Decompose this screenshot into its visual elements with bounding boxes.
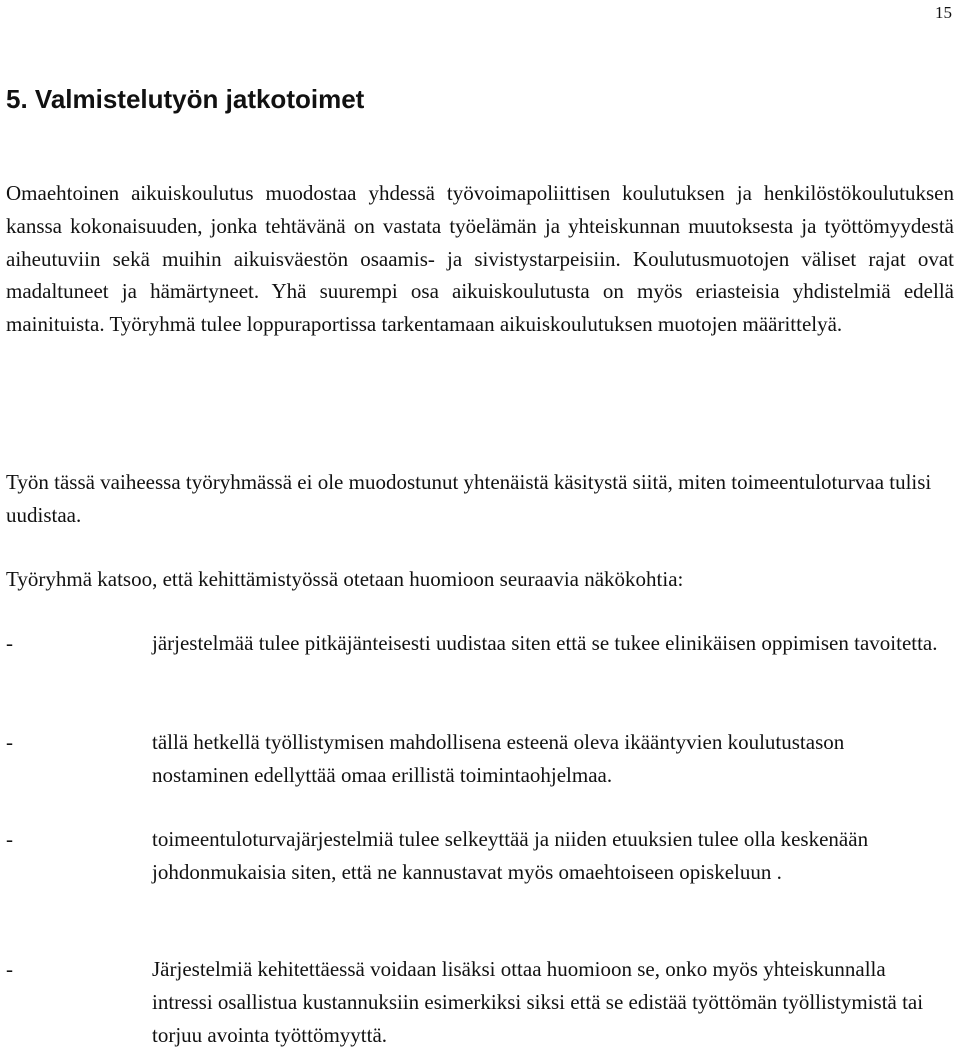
section-heading: 5. Valmistelutyön jatkotoimet	[6, 84, 365, 114]
list-item-text: järjestelmää tulee pitkäjänteisesti uudistaa siten että se tukee elinikäisen oppimisen tavoitetta.	[152, 631, 938, 655]
list-item	[6, 726, 954, 792]
page-number: 15	[935, 3, 952, 22]
list-item	[6, 627, 954, 660]
list-item	[6, 953, 954, 1051]
paragraph-considerations: Työryhmä katsoo, että kehittämistyössä otetaan huomioon seuraavia näkökohtia:	[6, 567, 684, 591]
bullet-marker: -	[6, 957, 13, 981]
list-item-text: toimeentuloturvajärjestelmiä tulee selkeyttää ja niiden etuuksien tulee olla keskenään johdonmukaisia siten, että ne kannustavat myös omaehtoiseen opiskeluun .	[152, 827, 869, 884]
bullet-marker: -	[6, 730, 13, 754]
paragraph-status: Työn tässä vaiheessa työryhmässä ei ole muodostunut yhtenäistä käsitystä siitä, miten toimeentuloturvaa tulisi uudistaa.	[6, 470, 932, 527]
list-item-text: tällä hetkellä työllistymisen mahdollisena esteenä oleva ikääntyvien koulutustason nostaminen edellyttää omaa erillistä toimintaohjelmaa.	[152, 730, 845, 787]
list-item	[6, 823, 954, 889]
bullet-marker: -	[6, 827, 13, 851]
list-item-text: Järjestelmiä kehitettäessä voidaan lisäksi ottaa huomioon se, onko myös yhteiskunnalla intressi osallistua kustannuksiin esimerkiksi siksi että se edistää työttömän työllistymistä tai torjuu avointa työttömyyttä.	[152, 957, 924, 1047]
paragraph-intro: Omaehtoinen aikuiskoulutus muodostaa yhdessä työvoimapoliittisen koulutuksen ja henkilöstökoulutuksen kanssa kokonaisuuden, jonka tehtävänä on vastata työelämän ja yhteiskunnan muutoksesta ja työttömyydestä aiheutuviin sekä muihin aikuisväestön osaamis- ja sivistystarpeisiin. Koulutusmuotojen väliset rajat ovat madaltuneet ja hämärtyneet. Yhä suurempi osa aikuiskoulutusta on myös eriasteisia yhdistelmiä edellä mainituista. Työryhmä tulee loppuraportissa tarkentamaan aikuiskoulutuksen muotojen määrittelyä.	[6, 181, 954, 337]
bullet-marker: -	[6, 631, 13, 655]
